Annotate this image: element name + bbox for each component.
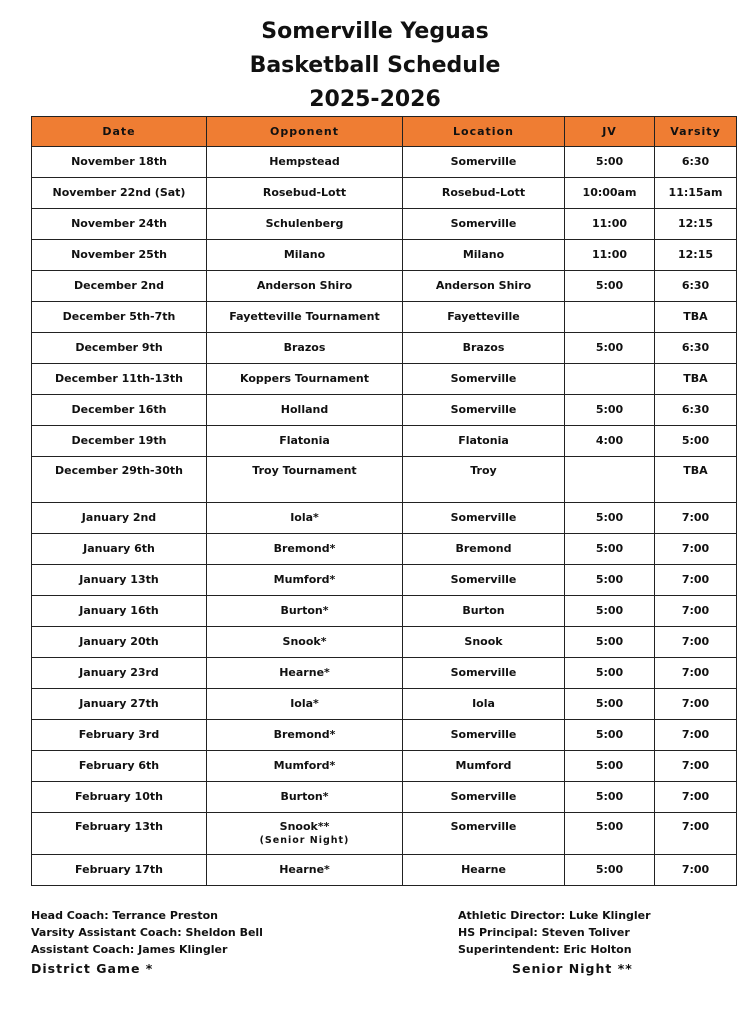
footer-staff-right [458,907,651,977]
cell-varsity: TBA [655,302,737,333]
cell-opponent: Hearne* [207,855,403,886]
cell-jv: 5:00 [565,658,655,689]
cell-jv: 5:00 [565,503,655,534]
table-row [32,240,737,271]
cell-location: Somerville [403,658,565,689]
footer-staff-left [31,907,263,977]
cell-varsity: TBA [655,457,737,503]
table-row [32,751,737,782]
cell-opponent: Iola* [207,689,403,720]
cell-date: December 5th-7th [32,302,207,333]
cell-opponent: Anderson Shiro [207,271,403,302]
opponent-name: Snook** [279,820,330,833]
cell-date: January 23rd [32,658,207,689]
schedule-table [31,116,737,886]
cell-location: Milano [403,240,565,271]
table-row [32,178,737,209]
cell-varsity: 7:00 [655,720,737,751]
cell-varsity: 6:30 [655,333,737,364]
cell-location: Somerville [403,147,565,178]
cell-date: January 2nd [32,503,207,534]
cell-location: Fayetteville [403,302,565,333]
cell-varsity: 7:00 [655,627,737,658]
table-row [32,813,737,855]
cell-jv: 5:00 [565,627,655,658]
table-row [32,209,737,240]
cell-varsity: 11:15am [655,178,737,209]
cell-location: Somerville [403,503,565,534]
table-row [32,720,737,751]
cell-location: Mumford [403,751,565,782]
title-schedule: Basketball Schedule [249,53,501,78]
cell-opponent: Koppers Tournament [207,364,403,395]
cell-date: November 25th [32,240,207,271]
column-header-varsity: Varsity [655,117,737,147]
cell-varsity: 7:00 [655,813,737,855]
cell-jv: 5:00 [565,271,655,302]
cell-varsity: 6:30 [655,147,737,178]
cell-opponent: Hempstead [207,147,403,178]
table-row [32,565,737,596]
cell-location: Bremond [403,534,565,565]
table-row [32,503,737,534]
cell-varsity: 7:00 [655,751,737,782]
column-header-jv: JV [565,117,655,147]
cell-date: December 19th [32,426,207,457]
cell-date: January 16th [32,596,207,627]
title-team: Somerville Yeguas [261,19,489,44]
cell-location: Snook [403,627,565,658]
table-row [32,689,737,720]
cell-location: Hearne [403,855,565,886]
cell-date: December 29th-30th [32,457,207,503]
cell-date: December 9th [32,333,207,364]
cell-opponent: Holland [207,395,403,426]
cell-opponent: Schulenberg [207,209,403,240]
cell-jv: 5:00 [565,333,655,364]
cell-date: December 11th-13th [32,364,207,395]
cell-opponent: Troy Tournament [207,457,403,503]
cell-date: January 27th [32,689,207,720]
cell-opponent: Mumford* [207,565,403,596]
cell-opponent: Burton* [207,782,403,813]
superintendent: Superintendent: Eric Holton [458,943,632,956]
cell-jv [565,364,655,395]
cell-jv [565,457,655,503]
cell-varsity: TBA [655,364,737,395]
cell-location: Somerville [403,720,565,751]
cell-date: November 24th [32,209,207,240]
cell-jv: 4:00 [565,426,655,457]
cell-varsity: 7:00 [655,503,737,534]
cell-location: Brazos [403,333,565,364]
cell-varsity: 6:30 [655,271,737,302]
table-row [32,658,737,689]
cell-varsity: 7:00 [655,658,737,689]
title-season: 2025-2026 [309,87,441,112]
district-game-note: District Game * [31,961,154,976]
cell-location: Anderson Shiro [403,271,565,302]
cell-location: Somerville [403,209,565,240]
cell-jv: 5:00 [565,147,655,178]
schedule-title [0,15,750,117]
cell-jv: 5:00 [565,855,655,886]
cell-opponent: Flatonia [207,426,403,457]
cell-jv: 5:00 [565,596,655,627]
cell-location: Burton [403,596,565,627]
cell-jv: 11:00 [565,209,655,240]
column-header-date: Date [32,117,207,147]
cell-varsity: 7:00 [655,534,737,565]
cell-opponent: Rosebud-Lott [207,178,403,209]
table-row [32,147,737,178]
cell-jv: 11:00 [565,240,655,271]
cell-location: Somerville [403,395,565,426]
cell-opponent: Fayetteville Tournament [207,302,403,333]
cell-jv: 5:00 [565,720,655,751]
cell-jv: 5:00 [565,395,655,426]
cell-opponent [207,813,403,855]
cell-opponent: Milano [207,240,403,271]
cell-opponent: Snook* [207,627,403,658]
cell-location: Flatonia [403,426,565,457]
cell-opponent: Mumford* [207,751,403,782]
cell-location: Iola [403,689,565,720]
table-row [32,855,737,886]
cell-opponent: Bremond* [207,720,403,751]
cell-date: December 2nd [32,271,207,302]
table-row [32,364,737,395]
senior-night-label: (Senior Night) [259,835,350,846]
cell-date: December 16th [32,395,207,426]
cell-opponent: Brazos [207,333,403,364]
cell-varsity: 7:00 [655,855,737,886]
cell-jv: 5:00 [565,751,655,782]
cell-varsity: 12:15 [655,240,737,271]
athletic-director: Athletic Director: Luke Klingler [458,909,651,922]
hs-principal: HS Principal: Steven Toliver [458,926,630,939]
cell-opponent: Hearne* [207,658,403,689]
column-header-opponent: Opponent [207,117,403,147]
cell-opponent: Iola* [207,503,403,534]
cell-date: November 18th [32,147,207,178]
cell-varsity: 6:30 [655,395,737,426]
assistant-coach: Assistant Coach: James Klingler [31,943,228,956]
cell-varsity: 7:00 [655,689,737,720]
table-row [32,395,737,426]
head-coach: Head Coach: Terrance Preston [31,909,218,922]
table-row [32,782,737,813]
cell-date: February 10th [32,782,207,813]
cell-jv: 5:00 [565,565,655,596]
table-row [32,271,737,302]
cell-location: Somerville [403,782,565,813]
cell-date: January 6th [32,534,207,565]
cell-date: February 17th [32,855,207,886]
cell-date: November 22nd (Sat) [32,178,207,209]
cell-opponent: Burton* [207,596,403,627]
cell-location: Somerville [403,565,565,596]
column-header-location: Location [403,117,565,147]
cell-location: Troy [403,457,565,503]
cell-location: Rosebud-Lott [403,178,565,209]
cell-jv: 10:00am [565,178,655,209]
cell-jv: 5:00 [565,534,655,565]
senior-night-note: Senior Night ** [512,961,633,976]
varsity-assistant-coach: Varsity Assistant Coach: Sheldon Bell [31,926,263,939]
table-row [32,426,737,457]
table-row [32,333,737,364]
cell-jv [565,302,655,333]
cell-location: Somerville [403,813,565,855]
cell-jv: 5:00 [565,782,655,813]
cell-varsity: 12:15 [655,209,737,240]
cell-date: January 13th [32,565,207,596]
cell-jv: 5:00 [565,813,655,855]
table-row [32,596,737,627]
cell-opponent: Bremond* [207,534,403,565]
cell-date: February 6th [32,751,207,782]
cell-jv: 5:00 [565,689,655,720]
table-row [32,534,737,565]
table-row [32,457,737,503]
cell-date: February 13th [32,813,207,855]
cell-location: Somerville [403,364,565,395]
cell-date: February 3rd [32,720,207,751]
cell-varsity: 7:00 [655,596,737,627]
table-row [32,302,737,333]
cell-varsity: 7:00 [655,782,737,813]
table-row [32,627,737,658]
cell-date: January 20th [32,627,207,658]
cell-varsity: 5:00 [655,426,737,457]
cell-varsity: 7:00 [655,565,737,596]
header-row [32,117,737,147]
